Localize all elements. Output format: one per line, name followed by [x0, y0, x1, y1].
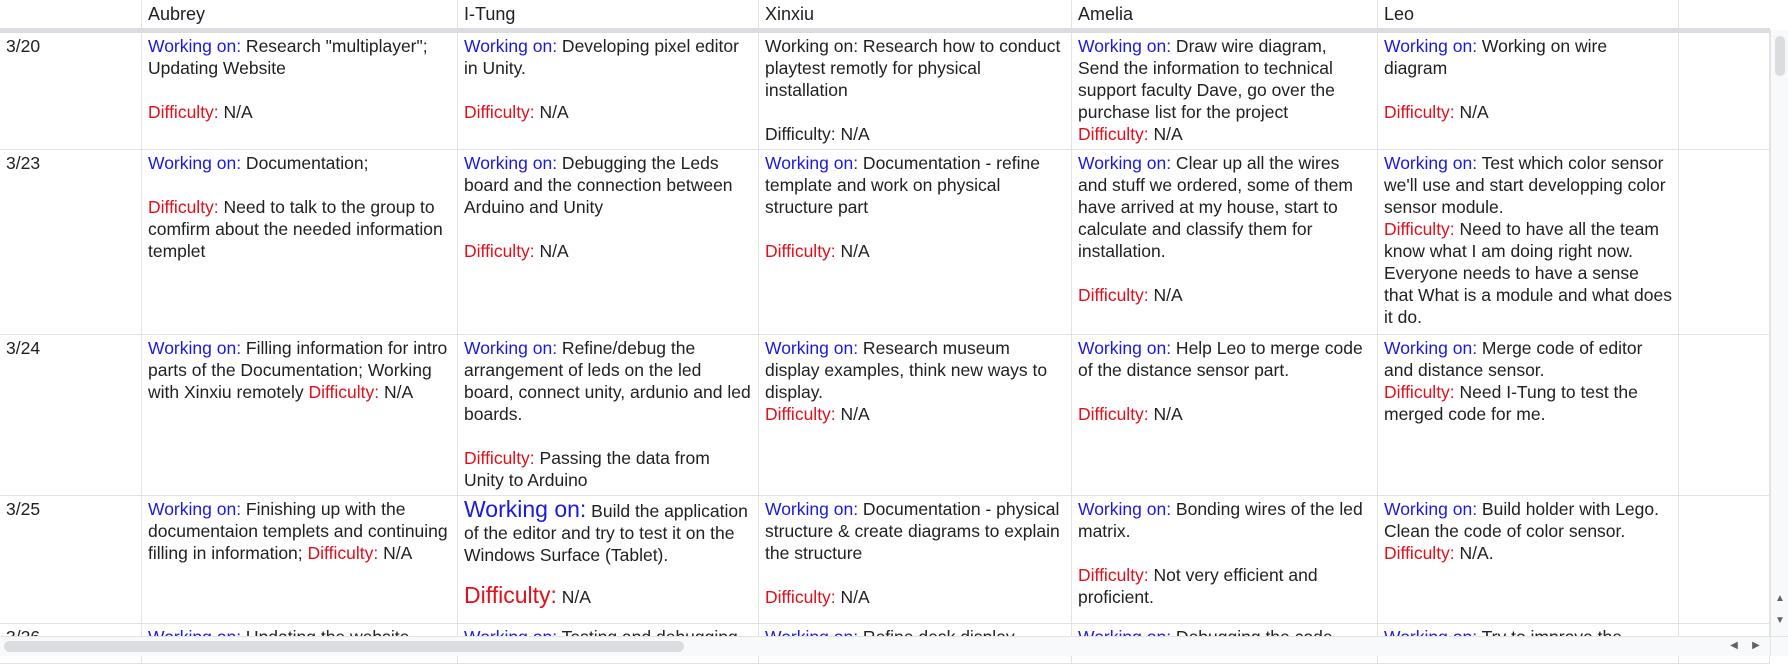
difficulty-label: Difficulty: — [464, 102, 535, 122]
date-cell[interactable]: 3/24 — [0, 335, 142, 496]
scroll-left-arrow-icon[interactable]: ◀ — [1730, 640, 1738, 651]
working-on-label: Working on: — [1384, 499, 1478, 519]
working-on-label: Working on: — [1384, 338, 1478, 358]
difficulty-label: Difficulty: — [1384, 382, 1455, 402]
difficulty-text: N/A — [835, 404, 870, 424]
difficulty-text: Not very efficient and proficient. — [1078, 565, 1318, 607]
difficulty-text: N/A — [835, 124, 870, 144]
status-cell[interactable] — [1072, 150, 1378, 335]
header-cell-aubrey[interactable]: Aubrey — [142, 0, 458, 28]
header-cell-leo[interactable]: Leo — [1378, 0, 1679, 28]
scroll-up-arrow-icon[interactable]: ▲ — [1775, 593, 1785, 604]
working-on-label: Working on: — [765, 499, 859, 519]
working-on-text: Clear up all the wires and stuff we ordered, some of them have arrived at my house, start to calculate and classify them for installation. — [1078, 153, 1353, 261]
table-row — [0, 496, 1770, 624]
status-cell[interactable] — [1072, 496, 1378, 624]
vertical-scroll-thumb[interactable] — [1775, 36, 1785, 76]
working-on-label: Working on: — [148, 338, 242, 358]
difficulty-text: Passing the data from Unity to Arduino — [464, 448, 710, 490]
working-on-label: Working on: — [464, 36, 558, 56]
working-on-label: Working on: — [464, 338, 558, 358]
status-cell[interactable] — [142, 33, 458, 150]
working-on-label: Working on: — [1384, 153, 1478, 173]
date-cell[interactable]: 3/25 — [0, 496, 142, 624]
difficulty-text: N/A — [534, 241, 569, 261]
working-on-label: Working on: — [148, 499, 242, 519]
status-cell[interactable] — [1072, 33, 1378, 150]
header-cell-date[interactable] — [0, 0, 142, 28]
working-on-text: Build holder with Lego. Clean the code of color sensor. — [1384, 499, 1659, 541]
status-cell[interactable] — [1378, 150, 1679, 335]
scroll-down-arrow-icon[interactable]: ▼ — [1775, 615, 1785, 626]
date-cell[interactable]: 3/20 — [0, 33, 142, 150]
empty-cell[interactable] — [1679, 150, 1770, 335]
difficulty-label: Difficulty: — [464, 448, 535, 468]
working-on-text: Working on wire diagram — [1384, 36, 1608, 78]
status-cell[interactable] — [1378, 33, 1679, 150]
header-cell-xinxiu[interactable]: Xinxiu — [759, 0, 1072, 28]
working-on-label: Working on: — [1078, 153, 1172, 173]
difficulty-text: N/A — [1148, 285, 1183, 305]
working-on-text: Test which color sensor we'll use and start developping color sensor module. — [1384, 153, 1666, 217]
status-cell[interactable] — [1072, 335, 1378, 496]
difficulty-text: Need I-Tung to test the merged code for me. — [1384, 382, 1638, 424]
status-cell[interactable] — [1378, 335, 1679, 496]
working-on-text: Bonding wires of the led matrix. — [1078, 499, 1363, 541]
status-cell[interactable] — [458, 150, 759, 335]
difficulty-label: Difficulty: — [765, 241, 836, 261]
difficulty-text: N/A — [1454, 102, 1489, 122]
table-row — [0, 150, 1770, 335]
difficulty-text: N/A — [556, 587, 591, 607]
status-cell[interactable] — [759, 150, 1072, 335]
difficulty-text: N/A — [835, 241, 870, 261]
difficulty-text: N/A — [1148, 404, 1183, 424]
difficulty-label: Difficulty: — [765, 404, 836, 424]
difficulty-text: N/A. — [1454, 543, 1494, 563]
status-cell[interactable] — [458, 496, 759, 624]
working-on-text: Finishing up with the documentaion templets and continuing filling in information; — [148, 499, 448, 563]
status-cell[interactable] — [759, 33, 1072, 150]
status-cell[interactable] — [458, 33, 759, 150]
status-cell[interactable] — [759, 496, 1072, 624]
working-on-text: Debugging the Leds board and the connection between Arduino and Unity — [464, 153, 733, 217]
difficulty-label: Difficulty: — [765, 587, 836, 607]
difficulty-label: Difficulty: — [464, 241, 535, 261]
status-cell[interactable] — [142, 150, 458, 335]
working-on-text: Documentation; — [241, 153, 369, 173]
table-row — [0, 33, 1770, 150]
difficulty-label: Difficulty: — [148, 197, 219, 217]
empty-cell[interactable] — [1679, 496, 1770, 624]
working-on-label: Working on: — [464, 496, 587, 522]
difficulty-text: N/A — [218, 102, 253, 122]
scroll-right-arrow-icon[interactable]: ▶ — [1752, 640, 1760, 651]
difficulty-label: Difficulty: — [1078, 565, 1149, 585]
difficulty-label: Difficulty: — [148, 102, 219, 122]
horizontal-scroll-thumb[interactable] — [4, 641, 684, 652]
difficulty-label: Difficulty: — [1078, 285, 1149, 305]
difficulty-text: N/A — [379, 382, 414, 402]
status-cell[interactable] — [1378, 496, 1679, 624]
working-on-text: Refine/debug the arrangement of leds on the led board, connect unity, ardunio and led boards. — [464, 338, 751, 424]
scrollbar-corner — [1770, 636, 1788, 656]
difficulty-text: Need to talk to the group to comfirm about the needed information templet — [148, 197, 443, 261]
status-cell[interactable] — [142, 496, 458, 624]
empty-cell[interactable] — [1679, 33, 1770, 150]
working-on-text: Research "multiplayer"; Updating Website — [148, 36, 428, 78]
status-cell[interactable] — [759, 335, 1072, 496]
working-on-label: Working on: — [765, 36, 859, 56]
working-on-text: Research how to conduct playtest remotly for physical installation — [765, 36, 1061, 100]
working-on-text: Documentation - refine template and work on physical structure part — [765, 153, 1040, 217]
difficulty-text: N/A — [378, 543, 413, 563]
difficulty-label: Difficulty: — [307, 543, 379, 563]
working-on-text: Merge code of editor and distance sensor. — [1384, 338, 1643, 380]
difficulty-text: N/A — [534, 102, 569, 122]
header-cell-i-tung[interactable]: I-Tung — [458, 0, 759, 28]
working-on-label: Working on: — [1078, 499, 1172, 519]
difficulty-label: Difficulty: — [1384, 102, 1455, 122]
status-cell[interactable] — [458, 335, 759, 496]
working-on-text: Draw wire diagram, Send the information to technical support faculty Dave, go over the purchase list for the project — [1078, 36, 1335, 122]
horizontal-scrollbar[interactable] — [0, 636, 1770, 656]
difficulty-label: Difficulty: — [1078, 404, 1149, 424]
difficulty-label: Difficulty: — [1384, 543, 1455, 563]
working-on-text: Research museum display examples, think new ways to display. — [765, 338, 1048, 402]
difficulty-text: N/A — [835, 587, 870, 607]
vertical-scrollbar[interactable] — [1770, 30, 1788, 636]
empty-cell[interactable] — [1679, 335, 1770, 496]
working-on-label: Working on: — [464, 153, 558, 173]
working-on-text: Help Leo to merge code of the distance sensor part. — [1078, 338, 1363, 380]
header-cell-empty[interactable] — [1679, 0, 1770, 28]
working-on-text: Developing pixel editor in Unity. — [464, 36, 739, 78]
status-cell[interactable] — [142, 335, 458, 496]
working-on-label: Working on: — [148, 153, 242, 173]
difficulty-label: Difficulty: — [308, 382, 380, 402]
table-row — [0, 335, 1770, 496]
date-cell[interactable]: 3/23 — [0, 150, 142, 335]
difficulty-label: Difficulty: — [1078, 124, 1149, 144]
working-on-label: Working on: — [765, 153, 859, 173]
difficulty-label: Difficulty: — [765, 124, 836, 144]
header-cell-amelia[interactable]: Amelia — [1072, 0, 1378, 28]
working-on-label: Working on: — [1078, 36, 1172, 56]
working-on-text: Documentation - physical structure & create diagrams to explain the structure — [765, 499, 1060, 563]
difficulty-label: Difficulty: — [464, 582, 557, 608]
working-on-label: Working on: — [1384, 36, 1478, 56]
working-on-label: Working on: — [765, 338, 859, 358]
working-on-text: Filling information for intro parts of the Documentation; Working with Xinxiu remotely — [148, 338, 448, 402]
difficulty-label: Difficulty: — [1384, 219, 1455, 239]
difficulty-text: Need to have all the team know what I am doing right now. Everyone needs to have a sense that What is a module and what does it do. — [1384, 219, 1672, 327]
working-on-text: Build the application of the editor and try to test it on the Windows Surface (Tablet). — [464, 501, 748, 565]
working-on-label: Working on: — [148, 36, 242, 56]
working-on-label: Working on: — [1078, 338, 1172, 358]
difficulty-text: N/A — [1148, 124, 1183, 144]
